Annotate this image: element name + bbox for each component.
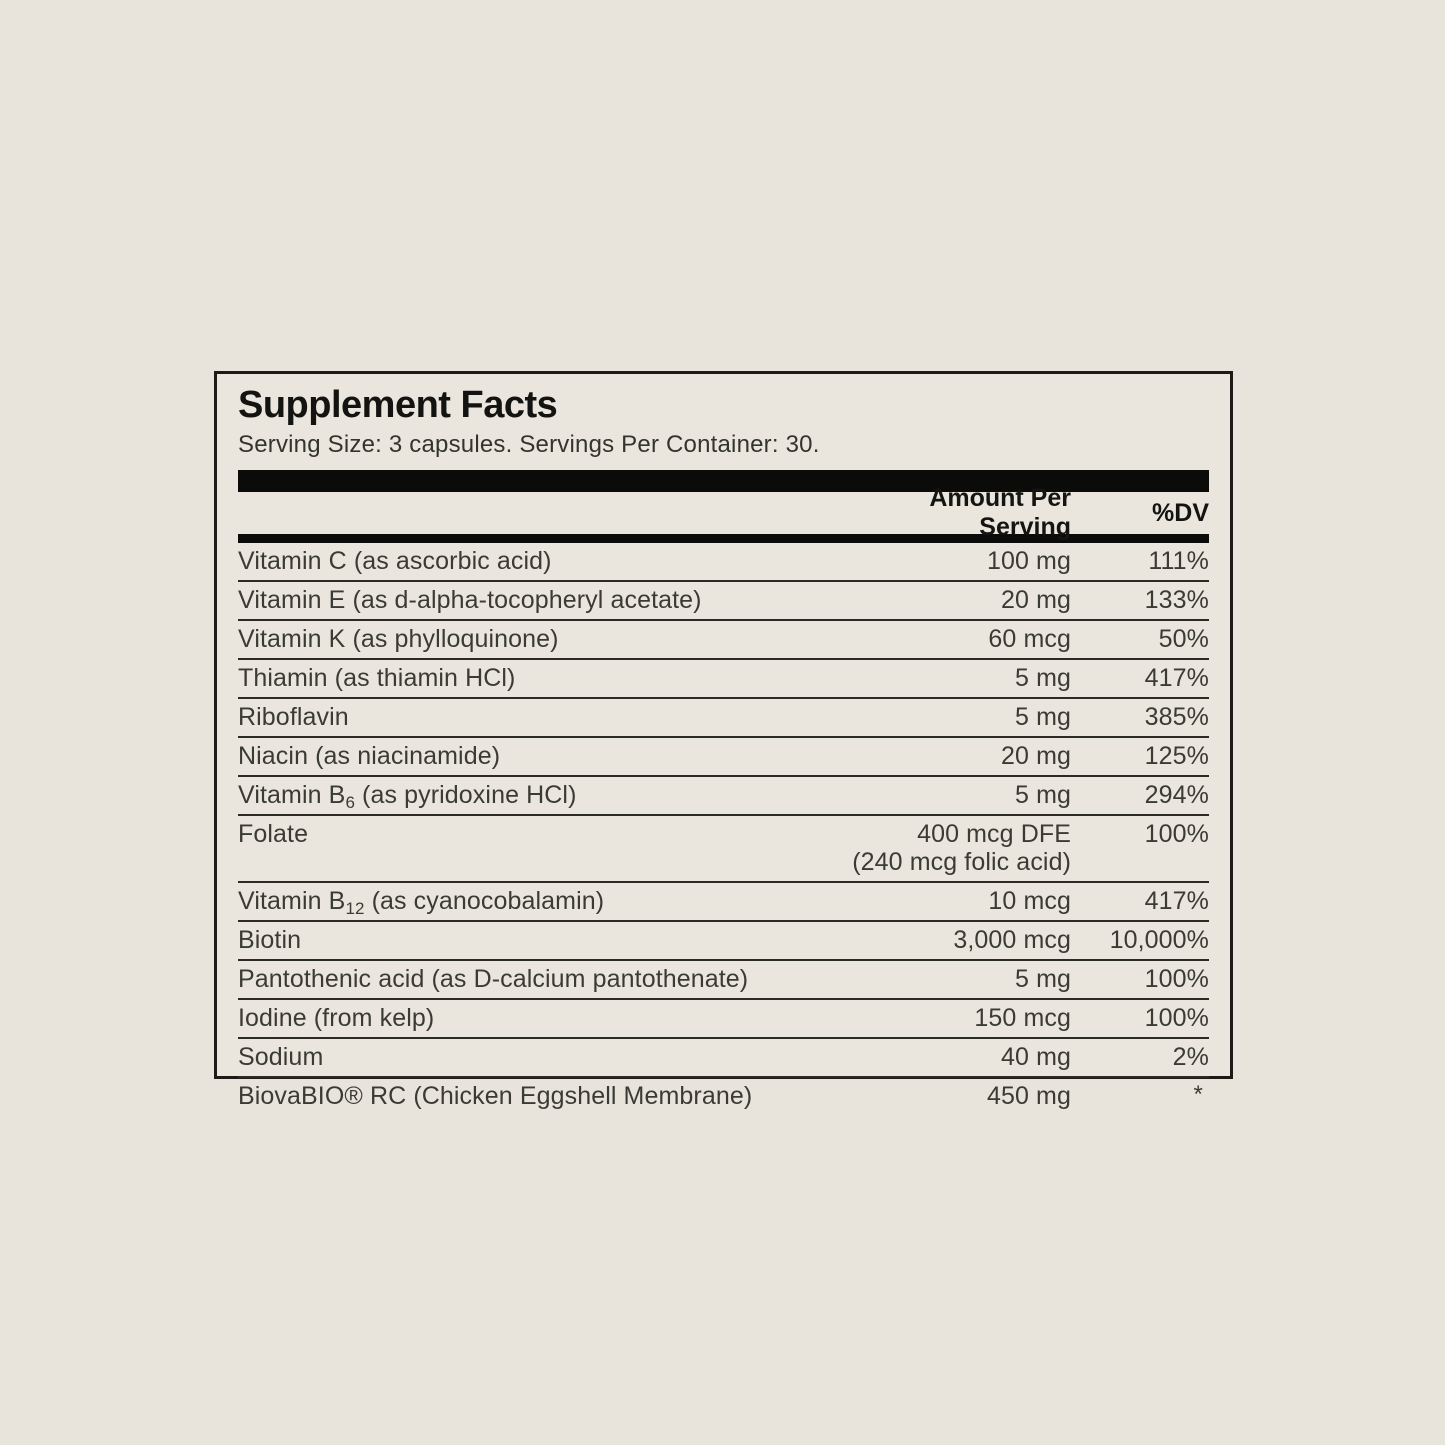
nutrient-name: Vitamin C (as ascorbic acid) bbox=[238, 547, 552, 575]
amount-value: 5 mg bbox=[1015, 965, 1071, 993]
table-header-row bbox=[238, 484, 1209, 541]
header-amount-per-serving: Amount Per Serving bbox=[929, 484, 1071, 541]
table-row bbox=[238, 1000, 1209, 1039]
nutrient-name: Folate bbox=[238, 820, 309, 848]
amount-value: 100 mg bbox=[987, 547, 1071, 575]
daily-value: 2% bbox=[1172, 1043, 1209, 1071]
daily-value: * bbox=[1193, 1081, 1203, 1108]
daily-value: 100% bbox=[1144, 820, 1209, 848]
amount-value: 5 mg bbox=[1015, 781, 1071, 809]
amount-value: 10 mcg bbox=[988, 887, 1071, 915]
panel-title: Supplement Facts bbox=[238, 384, 558, 426]
nutrient-name: Iodine (from kelp) bbox=[238, 1004, 435, 1032]
daily-value: 100% bbox=[1144, 965, 1209, 993]
daily-value: 417% bbox=[1144, 664, 1209, 692]
daily-value: 125% bbox=[1144, 742, 1209, 770]
table-row bbox=[238, 738, 1209, 777]
header-percent-dv: %DV bbox=[1152, 498, 1209, 527]
amount-value: 60 mcg bbox=[988, 625, 1071, 653]
nutrient-name: Vitamin $B_{12}$ (as cyanocobalamin) bbox=[238, 887, 605, 918]
table-row bbox=[238, 660, 1209, 699]
nutrient-name: Thiamin (as thiamin HCl) bbox=[238, 664, 516, 692]
nutrient-name: Vitamin K (as phylloquinone) bbox=[238, 625, 559, 653]
table-row bbox=[238, 1078, 1209, 1115]
serving-info: Serving Size: 3 capsules. Servings Per Container: 30. bbox=[238, 431, 820, 458]
table-row bbox=[238, 961, 1209, 1000]
table-row bbox=[238, 543, 1209, 582]
daily-value: 385% bbox=[1144, 703, 1209, 731]
nutrient-table bbox=[238, 543, 1209, 1115]
nutrient-name: Niacin (as niacinamide) bbox=[238, 742, 501, 770]
amount-value: 5 mg bbox=[1015, 664, 1071, 692]
amount-value: 5 mg bbox=[1015, 703, 1071, 731]
nutrient-name: Riboflavin bbox=[238, 703, 349, 731]
nutrient-name: Sodium bbox=[238, 1043, 324, 1071]
daily-value: 417% bbox=[1144, 887, 1209, 915]
table-row bbox=[238, 1039, 1209, 1078]
amount-value: 150 mcg bbox=[974, 1004, 1071, 1032]
supplement-facts-panel bbox=[214, 371, 1233, 1110]
table-row bbox=[238, 582, 1209, 621]
table-row bbox=[238, 883, 1209, 922]
amount-value: 450 mg bbox=[987, 1082, 1071, 1110]
nutrient-name: Vitamin E (as d-alpha-tocopheryl acetate) bbox=[238, 586, 702, 614]
amount-value: 400 mcg DFE (240 mcg folic acid) bbox=[852, 820, 1071, 876]
table-row bbox=[238, 816, 1209, 883]
daily-value: 133% bbox=[1144, 586, 1209, 614]
amount-value: 40 mg bbox=[1001, 1043, 1071, 1071]
table-row bbox=[238, 777, 1209, 816]
nutrient-name: Biotin bbox=[238, 926, 302, 954]
nutrient-name: BiovaBIO® RC (Chicken Eggshell Membrane) bbox=[238, 1082, 753, 1110]
daily-value: 50% bbox=[1158, 625, 1209, 653]
table-row bbox=[238, 699, 1209, 738]
nutrient-name: Vitamin $B_6$ (as pyridoxine HCl) bbox=[238, 781, 577, 812]
amount-value: 20 mg bbox=[1001, 742, 1071, 770]
daily-value: 294% bbox=[1144, 781, 1209, 809]
daily-value: 10,000% bbox=[1109, 926, 1209, 954]
amount-value: 3,000 mcg bbox=[953, 926, 1071, 954]
table-row bbox=[238, 922, 1209, 961]
amount-value: 20 mg bbox=[1001, 586, 1071, 614]
daily-value: 111% bbox=[1148, 547, 1209, 575]
daily-value: 100% bbox=[1144, 1004, 1209, 1032]
nutrient-name: Pantothenic acid (as D-calcium pantothenate) bbox=[238, 965, 749, 993]
table-row bbox=[238, 621, 1209, 660]
